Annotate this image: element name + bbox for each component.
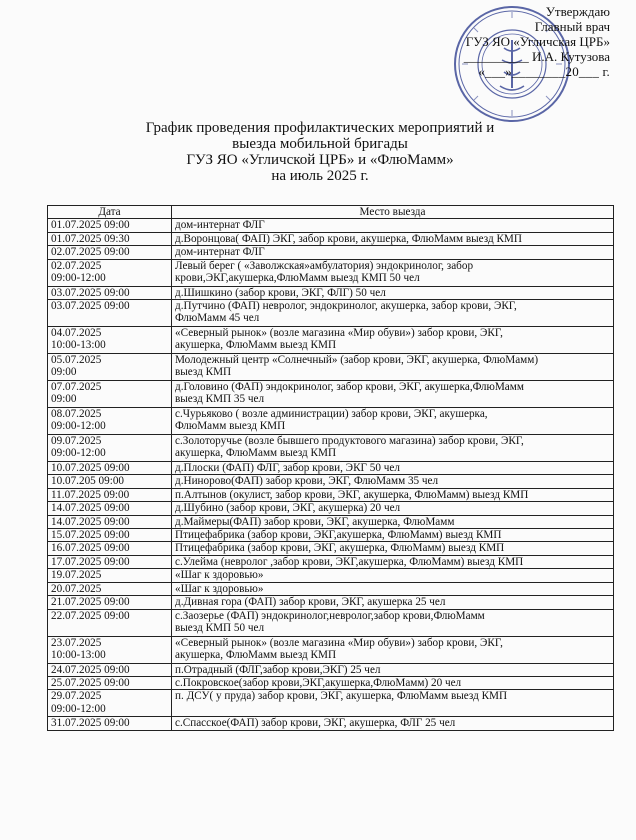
row-place: д.Шубино (забор крови, ЭКГ, акушерка) 20 чел [172,502,614,515]
row-place: д.Дивная гора (ФАП) забор крови, ЭКГ, акушерка 25 чел [172,596,614,609]
row-date: 20.07.2025 [48,582,172,595]
schedule-body [48,219,614,730]
row-date: 10.07.205 09:00 [48,475,172,488]
table-row [48,232,614,245]
row-place: Молодежный центр «Солнечный» (забор крови, ЭКГ, акушерка, ФлюМамм) выезд КМП [172,354,614,381]
row-date: 17.07.2025 09:00 [48,555,172,568]
row-place: д.Воронцова( ФАП) ЭКГ, забор крови, акушерка, ФлюМамм выезд КМП [172,232,614,245]
approval-block [464,4,610,79]
approval-line-approve: Утверждаю [545,4,610,19]
row-place: «Северный рынок» (возле магазина «Мир обуви») забор крови, ЭКГ, акушерка, ФлюМамм выезд КМП [172,327,614,354]
approval-line-organization: ГУЗ ЯО «Угличская ЦРБ» [465,34,610,49]
row-date: 22.07.2025 09:00 [48,609,172,636]
row-date: 02.07.2025 09:00 [48,246,172,259]
row-date: 14.07.2025 09:00 [48,502,172,515]
table-row [48,636,614,663]
row-place: д.Нинорово(ФАП) забор крови, ЭКГ, ФлюМамм 35 чел [172,475,614,488]
row-date: 05.07.2025 09:00 [48,354,172,381]
row-date: 01.07.2025 09:30 [48,232,172,245]
title-line-4: на июль 2025 г. [271,168,369,184]
title-line-3: ГУЗ ЯО «Угличской ЦРБ» и «ФлюМамм» [186,152,454,168]
table-row [48,502,614,515]
row-place: «Шаг к здоровью» [172,582,614,595]
row-date: 03.07.2025 09:00 [48,300,172,327]
table-row [48,300,614,327]
header-place: Место выезда [172,206,614,219]
table-row [48,488,614,501]
row-place: с.Спасское(ФАП) забор крови, ЭКГ, акушерка, ФЛГ 25 чел [172,717,614,730]
table-row [48,246,614,259]
row-place: п. ДСУ( у пруда) забор крови, ЭКГ, акушерка, ФлюМамм выезд КМП [172,690,614,717]
table-row [48,596,614,609]
row-date: 10.07.2025 09:00 [48,462,172,475]
table-header-row [48,206,614,219]
row-place: п.Алтынов (окулист, забор крови, ЭКГ, акушерка, ФлюМамм) выезд КМП [172,488,614,501]
row-place: д.Головино (ФАП) эндокринолог, забор крови, ЭКГ, акушерка,ФлюМамм выезд КМП 35 чел [172,381,614,408]
approval-line-position: Главный врач [534,19,610,34]
table-row [48,529,614,542]
table-row [48,219,614,232]
row-place: с.Улейма (невролог ,забор крови, ЭКГ,акушерка, ФлюМамм) выезд КМП [172,555,614,568]
table-row [48,435,614,462]
row-date: 15.07.2025 09:00 [48,529,172,542]
row-date: 21.07.2025 09:00 [48,596,172,609]
title-line-1: График проведения профилактических мероприятий и [145,120,495,136]
row-date: 19.07.2025 [48,569,172,582]
row-date: 24.07.2025 09:00 [48,663,172,676]
row-place: с.Заозерье (ФАП) эндокринолог,невролог,забор крови,ФлюМамм выезд КМП 50 чел [172,609,614,636]
table-row [48,462,614,475]
row-place: Птицефабрика (забор крови, ЭКГ, акушерка, ФлюМамм) выезд КМП [172,542,614,555]
table-row [48,542,614,555]
row-date: 09.07.2025 09:00-12:00 [48,435,172,462]
row-place: «Северный рынок» (возле магазина «Мир обуви») забор крови, ЭКГ, акушерка, ФлюМамм выезд КМП [172,636,614,663]
table-row [48,408,614,435]
row-place: д.Плоски (ФАП) ФЛГ, забор крови, ЭКГ 50 чел [172,462,614,475]
table-row [48,690,614,717]
approval-line-signature: __________ И.А. Кутузова [463,49,610,64]
row-place: д.Шишкино (забор крови, ЭКГ, ФЛГ) 50 чел [172,286,614,299]
table-row [48,555,614,568]
row-place: «Шаг к здоровью» [172,569,614,582]
table-row [48,327,614,354]
table-row [48,475,614,488]
schedule-table [47,205,614,731]
row-place: д.Маймеры(ФАП) забор крови, ЭКГ, акушерка, ФлюМамм [172,515,614,528]
row-place: дом-интернат ФЛГ [172,219,614,232]
table-row [48,381,614,408]
row-place: Левый берег ( «Заволжская»амбулатория) эндокринолог, забор крови,ЭКГ,акушерка,ФлюМамм выезд КМП 50 чел [172,259,614,286]
row-date: 08.07.2025 09:00-12:00 [48,408,172,435]
row-place: д.Путчино (ФАП) невролог, эндокринолог, акушерка, забор крови, ЭКГ, ФлюМамм 45 чел [172,300,614,327]
table-row [48,569,614,582]
row-date: 02.07.2025 09:00-12:00 [48,259,172,286]
table-row [48,717,614,730]
header-date: Дата [48,206,172,219]
table-row [48,286,614,299]
row-date: 04.07.2025 10:00-13:00 [48,327,172,354]
row-date: 01.07.2025 09:00 [48,219,172,232]
approval-line-date: «___»________20___ г. [478,64,610,79]
document-title [60,120,580,184]
row-place: дом-интернат ФЛГ [172,246,614,259]
table-row [48,676,614,689]
row-date: 11.07.2025 09:00 [48,488,172,501]
table-row [48,354,614,381]
row-place: с.Золоторучье (возле бывшего продуктового магазина) забор крови, ЭКГ, акушерка, ФлюМамм выезд КМП [172,435,614,462]
row-place: с.Чурьяково ( возле администрации) забор крови, ЭКГ, акушерка, ФлюМамм выезд КМП [172,408,614,435]
table-row [48,515,614,528]
row-place: Птицефабрика (забор крови, ЭКГ,акушерка, ФлюМамм) выезд КМП [172,529,614,542]
row-date: 14.07.2025 09:00 [48,515,172,528]
row-date: 07.07.2025 09:00 [48,381,172,408]
table-row [48,582,614,595]
title-line-2: выезда мобильной бригады [232,136,408,152]
row-place: п.Отрадный (ФЛГ,забор крови,ЭКГ) 25 чел [172,663,614,676]
row-date: 16.07.2025 09:00 [48,542,172,555]
row-date: 03.07.2025 09:00 [48,286,172,299]
table-row [48,609,614,636]
table-row [48,663,614,676]
table-row [48,259,614,286]
row-date: 29.07.2025 09:00-12:00 [48,690,172,717]
row-place: с.Покровское(забор крови,ЭКГ,акушерка,ФлюМамм) 20 чел [172,676,614,689]
row-date: 25.07.2025 09:00 [48,676,172,689]
row-date: 23.07.2025 10:00-13:00 [48,636,172,663]
row-date: 31.07.2025 09:00 [48,717,172,730]
